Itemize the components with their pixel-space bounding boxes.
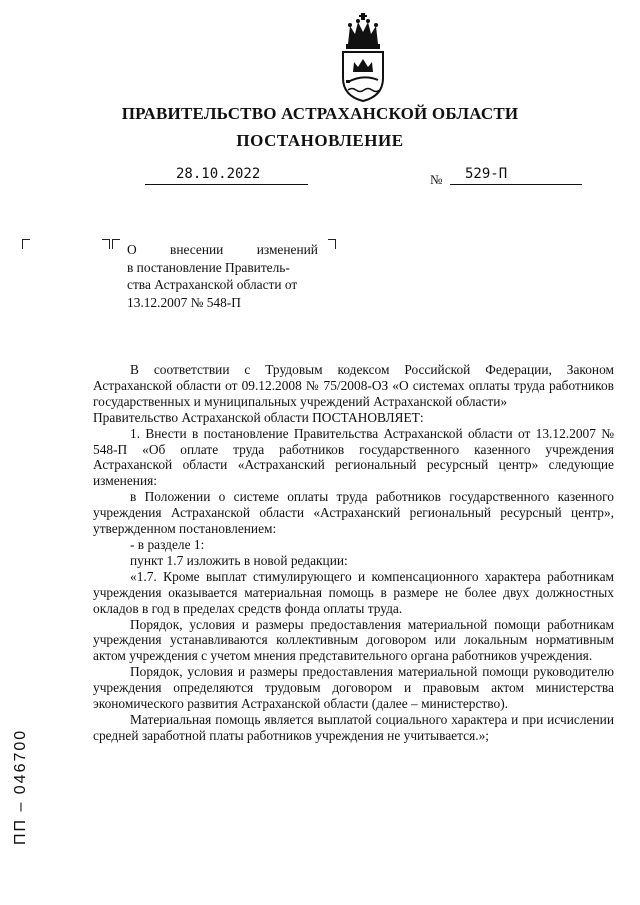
subject-line-4: 13.12.2007 № 548-П [127,294,241,310]
registration-stamp: ПП – 046700 [12,728,29,845]
government-title: ПРАВИТЕЛЬСТВО АСТРАХАНСКОЙ ОБЛАСТИ [121,104,519,123]
document-date: 28.10.2022 [176,166,261,182]
body-paragraph: Материальная помощь является выплатой социального характера и при исчислении средней заработной платы работников учреждения не учитывается.»; [93,711,614,743]
body-paragraph: - в разделе 1: [130,536,205,552]
subject-line-1 [127,241,318,259]
body-paragraph: «1.7. Кроме выплат стимулирующего и компенсационного характера работникам учреждения оказывается материальная помощь в размере не более двух должностных окладов в год в пределах средств фонда оплаты труда. [93,568,614,616]
subject-corner-mark [112,239,120,249]
document-type-title: ПОСТАНОВЛЕНИЕ [236,131,404,150]
subject-word: внесении [170,242,224,257]
subject-line-2: в постановление Правитель- [127,259,290,275]
subject-line-3: ства Астраханской области от [127,277,298,292]
coat-of-arms-icon [338,12,388,102]
subject-corner-mark [102,239,110,249]
subject-word: О [127,242,137,257]
body-paragraph: пункт 1.7 изложить в новой редакции: [130,552,348,568]
number-underline [450,184,582,185]
date-underline [145,184,308,185]
body-paragraph: Правительство Астраханской области ПОСТАНОВЛЯЕТ: [93,409,424,425]
document-number: 529-П [465,166,508,182]
body-paragraph: 1. Внести в постановление Правительства Астраханской области от 13.12.2007 № 548-П «Об оплате труда работников государственного казенного учреждения Астраханской области «Астраханский региональный ресурсный центр» следующие изменения: [93,425,614,489]
subject-corner-mark [328,239,336,249]
document-body [93,362,614,744]
body-paragraph: Порядок, условия и размеры предоставления материальной помощи руководителю учреждения определяются трудовым договором и правовым актом министерства экономического развития Астраханской области (далее – министерство). [93,664,614,712]
body-paragraph: Порядок, условия и размеры предоставления материальной помощи работникам учреждения устанавливаются коллективным договором или локальным нормативным актом учреждения с учетом мнения представительного органа работников учреждения. [93,616,614,664]
number-sign: № [430,172,443,187]
document-subject [127,241,318,311]
body-paragraph: В соответствии с Трудовым кодексом Российской Федерации, Законом Астраханской области от 09.12.2008 № 75/2008-ОЗ «О системах оплаты труда работников государственных и муниципальных учреждений Астраханской области» [93,362,614,409]
body-paragraph: в Положении о системе оплаты труда работников государственного казенного учреждения Астраханской области «Астраханский региональный ресурсный центр», утвержденном постановлением: [93,489,614,537]
margin-corner-mark [22,239,30,249]
subject-word: изменений [256,242,318,257]
